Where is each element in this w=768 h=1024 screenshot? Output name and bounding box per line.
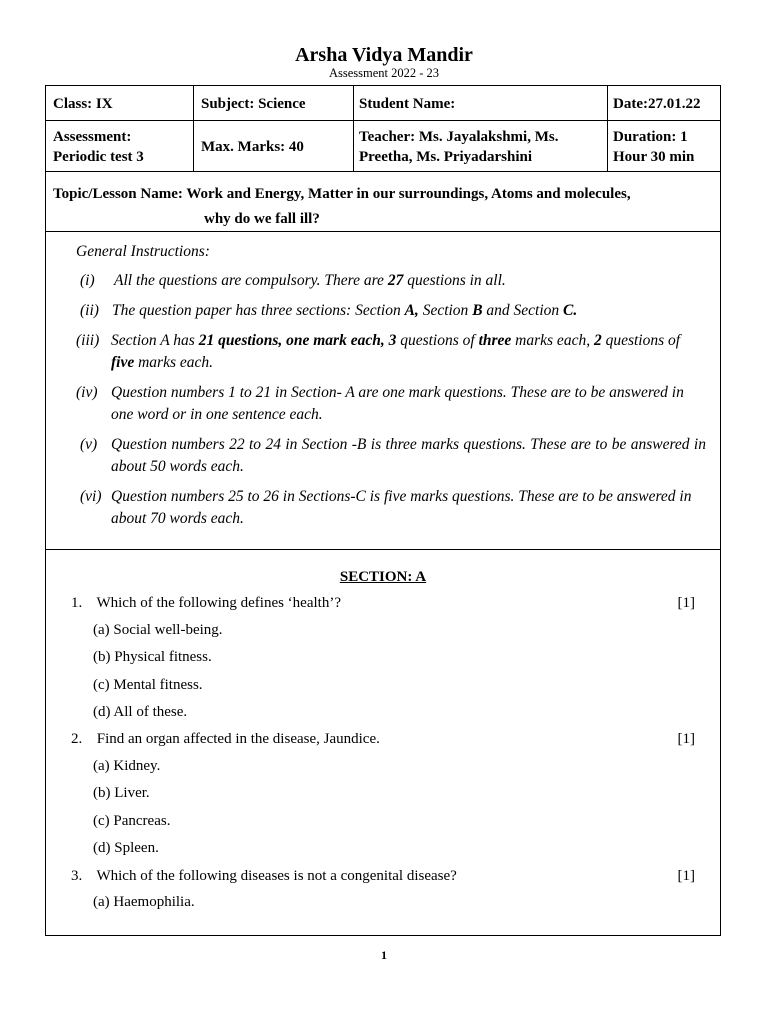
assessment-label: Assessment: — [53, 129, 132, 145]
topic-line-2: why do we fall ill? — [204, 211, 320, 227]
instruction-item — [76, 486, 706, 530]
instruction-text: Section A has 21 questions, one mark each, 3 questions of three marks each, 2 questions of five marks each. — [111, 332, 681, 371]
teacher-line-2: Preetha, Ms. Priyadarshini — [359, 149, 533, 165]
instruction-item — [76, 300, 706, 322]
school-name: Arsha Vidya Mandir — [295, 44, 473, 66]
option-item: (a) Haemophilia. — [93, 894, 195, 910]
duration-line-1: Duration: 1 — [613, 129, 688, 145]
question-1 — [71, 593, 701, 613]
question-3 — [71, 866, 701, 886]
option-item: (a) Kidney. — [93, 758, 161, 774]
question-2 — [71, 729, 701, 749]
topic-line-1: Topic/Lesson Name: Work and Energy, Matter in our surroundings, Atoms and molecules, — [53, 186, 631, 202]
instruction-text: Question numbers 22 to 24 in Section -B is three marks questions. These are to be answered in about 50 words each. — [111, 436, 706, 475]
table-row-divider — [46, 120, 720, 121]
instruction-item — [76, 382, 706, 426]
option-item: (d) Spleen. — [93, 840, 159, 856]
table-row-divider — [46, 171, 720, 172]
student-name-cell: Student Name: — [359, 96, 456, 112]
assessment-value: Periodic test 3 — [53, 149, 144, 165]
question-number: 1. — [71, 595, 83, 611]
duration-line-2: Hour 30 min — [613, 149, 695, 165]
question-number: 3. — [71, 868, 83, 884]
instruction-number: (iii) — [76, 332, 100, 349]
instruction-number: (v) — [80, 436, 98, 453]
option-item: (c) Pancreas. — [93, 813, 171, 829]
question-number: 2. — [71, 731, 83, 747]
option-item: (a) Social well-being. — [93, 622, 223, 638]
page-number: 1 — [381, 948, 387, 962]
teacher-cell — [359, 127, 558, 167]
instruction-item — [76, 434, 706, 478]
topic-lesson-name — [53, 182, 713, 232]
section-heading: SECTION: A — [339, 569, 427, 585]
duration-cell — [613, 127, 694, 167]
question-text: Which of the following defines ‘health’? — [96, 595, 341, 611]
instruction-number: (iv) — [76, 384, 98, 401]
instruction-number: (vi) — [80, 488, 102, 505]
max-marks-cell: Max. Marks: 40 — [201, 139, 304, 155]
exam-paper-frame — [45, 85, 721, 936]
instruction-number: (ii) — [80, 302, 99, 319]
assessment-year: Assessment 2022 - 23 — [328, 66, 440, 80]
option-item: (b) Physical fitness. — [93, 649, 212, 665]
instruction-text: Question numbers 25 to 26 in Sections-C is five marks questions. These are to be answered in about 70 words each. — [111, 488, 692, 527]
class-cell: Class: IX — [53, 96, 113, 112]
instructions-divider — [46, 549, 720, 550]
instruction-text: Question numbers 1 to 21 in Section- A are one mark questions. These are to be answered in one word or in one sentence each. — [111, 384, 684, 423]
table-col-divider — [607, 86, 608, 171]
date-cell: Date:27.01.22 — [613, 96, 701, 112]
teacher-line-1: Teacher: Ms. Jayalakshmi, Ms. — [359, 129, 559, 145]
table-col-divider — [193, 86, 194, 171]
question-text: Which of the following diseases is not a congenital disease? — [96, 868, 457, 884]
question-marks: [1] — [677, 868, 695, 884]
instruction-text: All the questions are compulsory. There are 27 questions in all. — [114, 272, 506, 289]
instructions-title: General Instructions: — [76, 243, 210, 260]
table-col-divider — [353, 86, 354, 171]
question-marks: [1] — [677, 595, 695, 611]
general-instructions — [76, 241, 706, 538]
question-text: Find an organ affected in the disease, Jaundice. — [96, 731, 380, 747]
option-item: (d) All of these. — [93, 704, 188, 720]
question-marks: [1] — [677, 731, 695, 747]
assessment-cell — [53, 127, 144, 167]
option-item: (c) Mental fitness. — [93, 677, 203, 693]
instruction-number: (i) — [80, 272, 95, 289]
option-item: (b) Liver. — [93, 785, 150, 801]
instruction-item — [76, 270, 706, 292]
instruction-text: The question paper has three sections: Section A, Section B and Section C. — [112, 302, 578, 319]
subject-cell: Subject: Science — [201, 96, 306, 112]
instruction-item — [76, 330, 706, 374]
